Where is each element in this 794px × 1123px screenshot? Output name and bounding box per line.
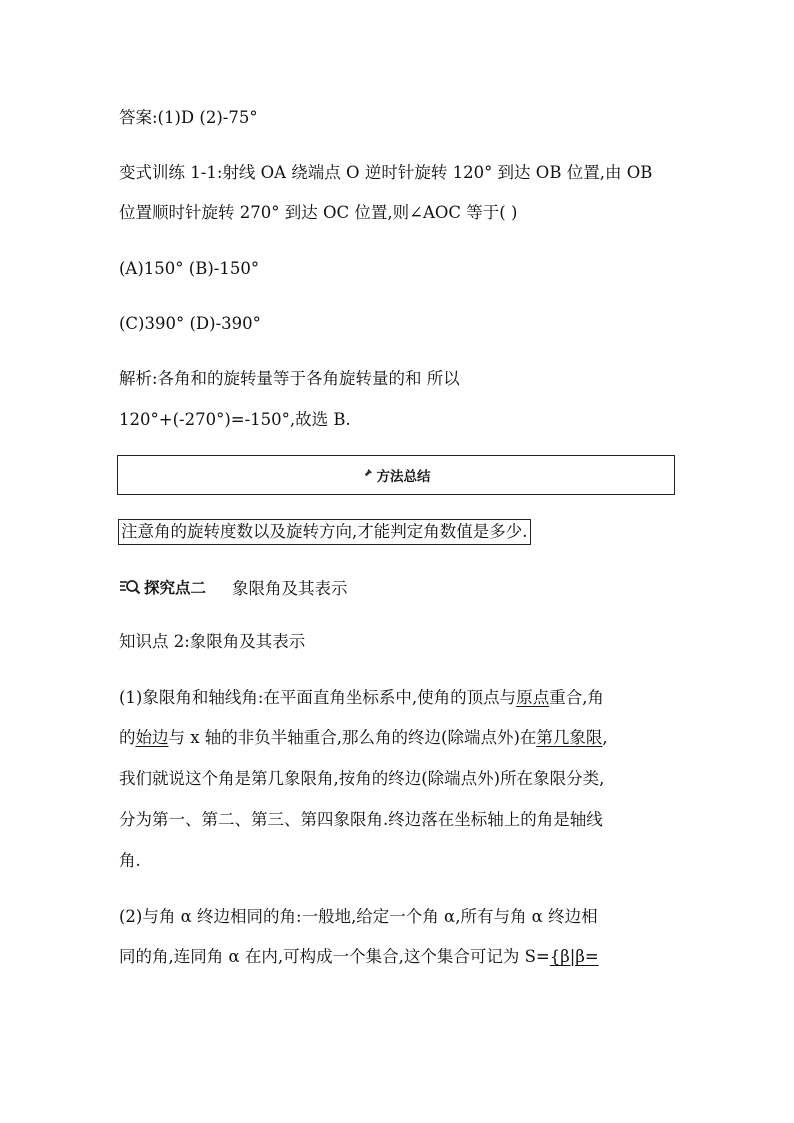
term-origin: 原点: [516, 688, 550, 707]
magnifier-icon: [119, 578, 141, 596]
text-run: 同的角,连同角 α 在内,可构成一个集合,这个集合可记为 S=: [119, 947, 550, 966]
paragraph1-line3: 我们就说这个角是第几象限角,按角的终边(除端点外)所在象限分类,: [119, 769, 605, 788]
options-cd: (C)390° (D)-390°: [119, 314, 261, 333]
paragraph1-line2: [119, 727, 608, 749]
paragraph1-line4: 分为第一、第二、第三、第四象限角.终边落在坐标轴上的角是轴线: [119, 810, 603, 829]
text-run: 与 x 轴的非负半轴重合,那么角的终边(除端点外)在: [168, 728, 537, 747]
method-summary-box: [117, 455, 675, 495]
text-run: 的: [119, 728, 136, 747]
section-header: [119, 575, 348, 599]
analysis-line1: 解析:各角和的旋转量等于各角旋转量的和 所以: [119, 369, 460, 388]
section-tag: 探究点二: [144, 579, 207, 597]
paragraph2-line2: [119, 946, 599, 968]
variant-question-line1: 变式训练 1-1:射线 OA 绕端点 O 逆时针旋转 120° 到达 OB 位置,由 OB: [119, 163, 653, 182]
note-box: 注意角的旋转度数以及旋转方向,才能判定角数值是多少.: [118, 519, 531, 545]
set-notation: {β|β=: [549, 947, 599, 966]
term-which-quadrant: 第几象限: [536, 728, 603, 747]
paragraph1-line1: [119, 687, 604, 709]
section-title: 象限角及其表示: [232, 579, 348, 598]
options-ab: (A)150° (B)-150°: [119, 259, 260, 278]
paragraph2-line1: (2)与角 α 终边相同的角:一般地,给定一个角 α,所有与角 α 终边相: [119, 907, 598, 926]
text-run: (1)象限角和轴线角:在平面直角坐标系中,使角的顶点与: [119, 688, 517, 707]
term-initial-side: 始边: [135, 728, 169, 747]
knowledge-point-title: 知识点 2:象限角及其表示: [119, 632, 306, 651]
answer-line: 答案:(1)D (2)-75°: [119, 108, 258, 127]
text-run: 重合,角: [549, 688, 604, 707]
paragraph1-line5: 角.: [119, 851, 141, 870]
text-run: ,: [602, 728, 608, 747]
pushpin-icon: [362, 468, 373, 482]
variant-question-line2: 位置顺时针旋转 270° 到达 OC 位置,则∠AOC 等于( ): [119, 203, 518, 222]
analysis-line2: 120°+(-270°)=-150°,故选 B.: [119, 410, 351, 429]
method-summary-title: 方法总结: [376, 469, 431, 485]
